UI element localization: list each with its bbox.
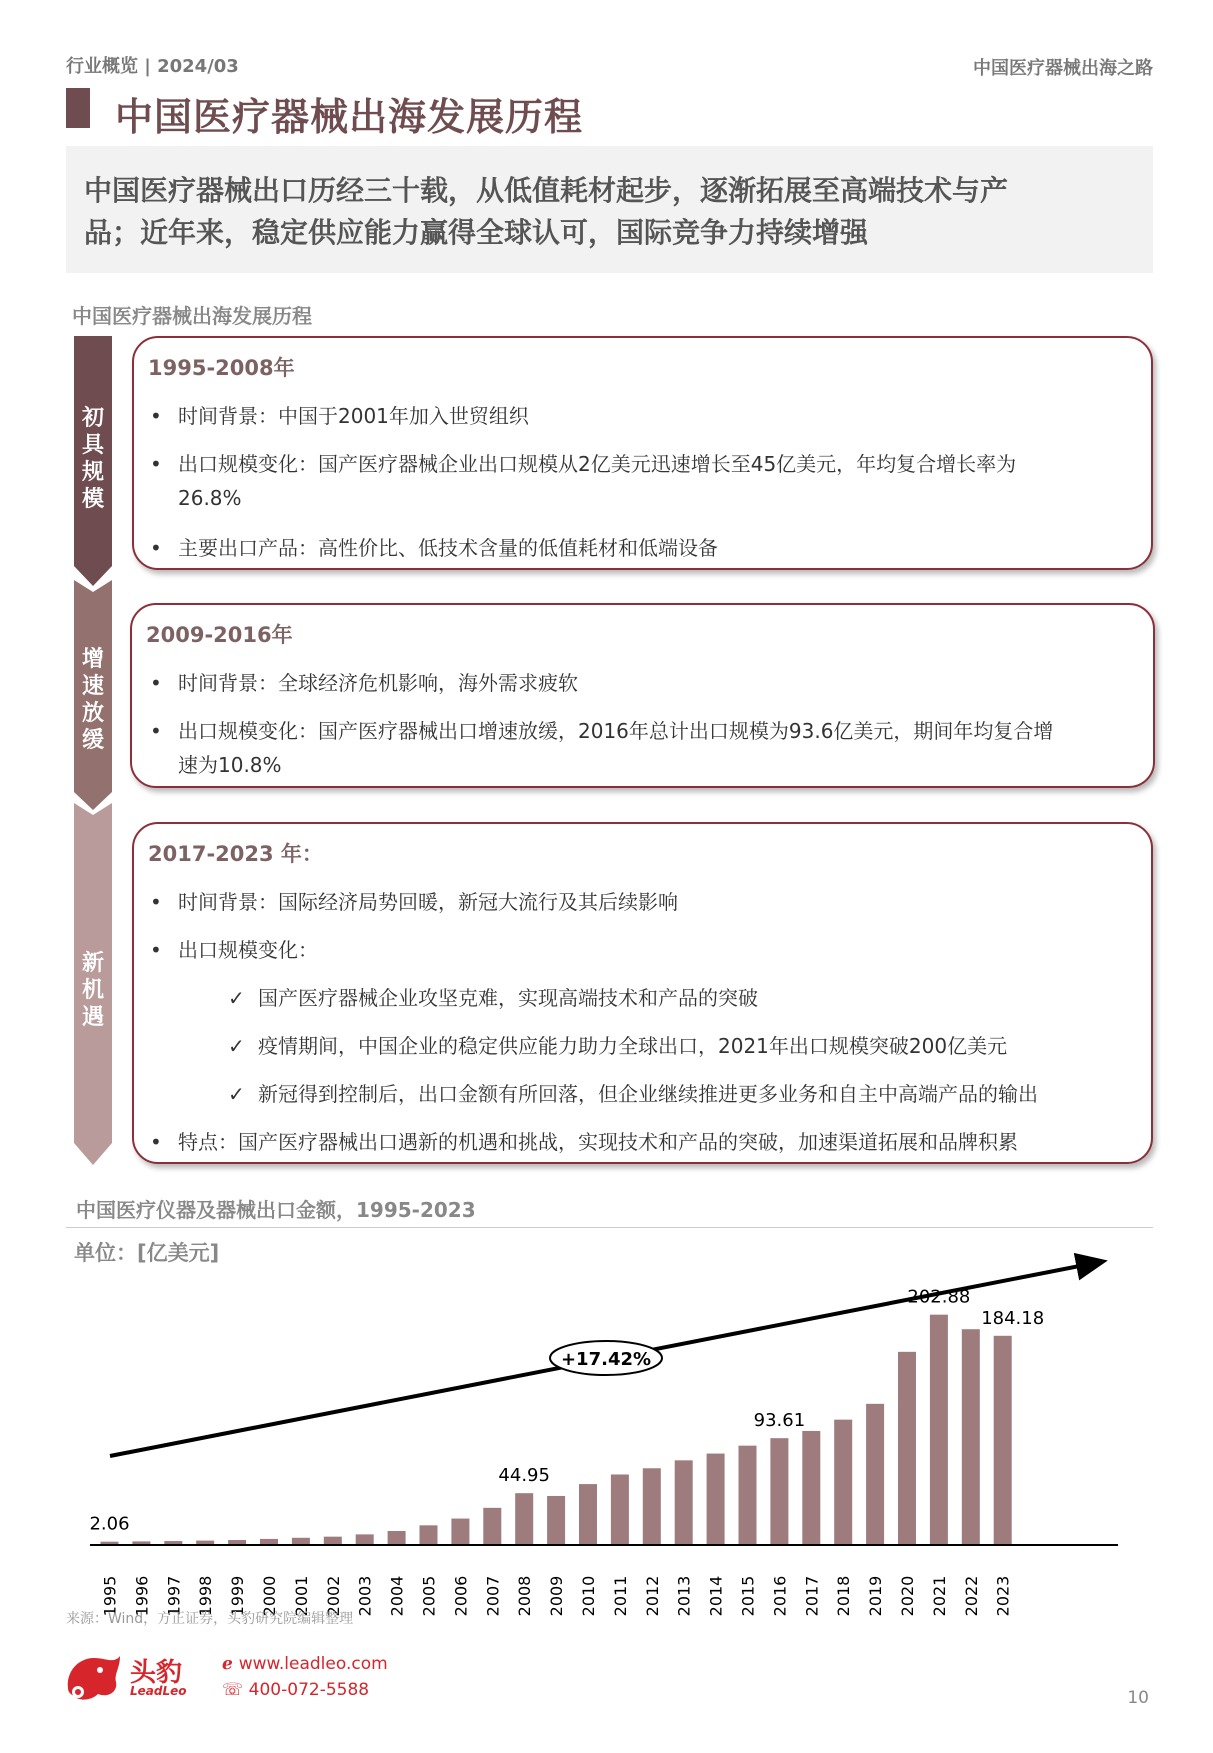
stage1-item: • 时间背景：中国于2001年加入世贸组织 <box>150 404 529 428</box>
x-tick-2014: 2014 <box>706 1575 726 1617</box>
bar-2009 <box>547 1496 565 1544</box>
chart-title: 中国医疗仪器及器械出口金额，1995-2023 <box>76 1198 476 1222</box>
x-tick-1995: 1995 <box>100 1575 120 1617</box>
bar-2008 <box>515 1493 533 1544</box>
stage3-name: 新 机 遇 <box>81 951 104 1030</box>
stage3-item: • 特点：国产医疗器械出口遇新的机遇和挑战，实现技术和产品的突破，加速渠道拓展和品牌积累 <box>150 1130 1018 1154</box>
bar-1997 <box>164 1541 182 1544</box>
stage1-item: • 出口规模变化：国产医疗器械企业出口规模从2亿美元迅速增长至45亿美元，年均复合增长率为 <box>150 452 1017 476</box>
page-number: 10 <box>1127 1688 1149 1708</box>
bar-2006 <box>451 1519 469 1544</box>
cagr-label: +17.42% <box>560 1349 652 1370</box>
bar-2014 <box>707 1454 725 1544</box>
bar-2016 <box>770 1438 788 1544</box>
phone-icon: ☏ <box>222 1680 249 1700</box>
bar-2021 <box>930 1315 948 1544</box>
x-tick-2006: 2006 <box>451 1575 471 1617</box>
bar-2000 <box>260 1539 278 1544</box>
x-tick-2021: 2021 <box>929 1575 949 1617</box>
header-right: 中国医疗器械出海之路 <box>973 58 1153 79</box>
x-tick-2009: 2009 <box>547 1575 567 1617</box>
x-tick-2016: 2016 <box>770 1575 790 1617</box>
bar-2005 <box>420 1525 438 1544</box>
bar-2010 <box>579 1484 597 1544</box>
data-label-2021: 202.88 <box>907 1286 971 1308</box>
x-tick-2013: 2013 <box>674 1575 694 1617</box>
leopard-logo-icon <box>62 1648 126 1704</box>
x-tick-2022: 2022 <box>961 1575 981 1617</box>
bar-2001 <box>292 1538 310 1544</box>
x-tick-2012: 2012 <box>642 1575 662 1617</box>
x-tick-2001: 2001 <box>291 1575 311 1617</box>
bar-2011 <box>611 1474 629 1544</box>
timeline-label: 中国医疗器械出海发展历程 <box>72 304 312 328</box>
stage1-name: 初 具 规 模 <box>81 406 104 512</box>
stage3-item: • 时间背景：国际经济局势回暖，新冠大流行及其后续影响 <box>150 890 678 914</box>
stage3-period: 2017-2023 年： <box>148 842 323 866</box>
stage1-item: • 主要出口产品：高性价比、低技术含量的低值耗材和低端设备 <box>150 536 718 560</box>
x-tick-2020: 2020 <box>898 1575 917 1617</box>
stage3-subitem: ✓ 新冠得到控制后，出口金额有所回落，但企业继续推进更多业务和自主中高端产品的输出 <box>228 1082 1038 1106</box>
x-tick-2017: 2017 <box>802 1575 822 1617</box>
bar-2012 <box>643 1468 661 1544</box>
chart-unit: 单位：[亿美元] <box>74 1241 220 1265</box>
logo-text: 头豹 <box>130 1658 183 1688</box>
stage1-period: 1995-2008年 <box>148 356 295 380</box>
bar-2004 <box>388 1531 406 1544</box>
x-tick-2007: 2007 <box>483 1575 503 1617</box>
bar-2020 <box>898 1352 916 1544</box>
bar-2022 <box>962 1329 980 1544</box>
stage3-subitem: ✓ 国产医疗器械企业攻坚克难，实现高端技术和产品的突破 <box>228 986 758 1010</box>
x-tick-1998: 1998 <box>196 1575 216 1617</box>
bar-1996 <box>132 1541 150 1544</box>
stage2-item-cont: 速为10.8% <box>178 753 282 777</box>
x-tick-2019: 2019 <box>866 1575 886 1617</box>
data-label-2008: 44.95 <box>498 1465 550 1487</box>
bar-2023 <box>994 1336 1012 1544</box>
x-tick-2002: 2002 <box>323 1575 343 1617</box>
web-icon: ℯ <box>222 1654 239 1674</box>
x-tick-2000: 2000 <box>260 1575 279 1617</box>
source-note: 来源：Wind，方正证券，头豹研究院编辑整理 <box>66 1611 354 1627</box>
stage2-period: 2009-2016年 <box>146 623 293 647</box>
x-tick-2005: 2005 <box>419 1575 439 1617</box>
summary-line-1: 中国医疗器械出口历经三十载，从低值耗材起步，逐渐拓展至高端技术与产 <box>84 174 1009 207</box>
stage3-subitem: ✓ 疫情期间，中国企业的稳定供应能力助力全球出口，2021年出口规模突破200亿美元 <box>228 1034 1008 1058</box>
stage2-item: • 出口规模变化：国产医疗器械出口增速放缓，2016年总计出口规模为93.6亿美元，期间年均复合增 <box>150 719 1054 743</box>
x-tick-1997: 1997 <box>164 1575 184 1617</box>
stage2-name: 增 速 放 缓 <box>81 647 104 753</box>
phone-number[interactable]: ☏ 400-072-5588 <box>222 1680 370 1700</box>
bar-2018 <box>834 1420 852 1544</box>
header-left: 行业概览 | 2024/03 <box>66 56 239 77</box>
x-tick-2010: 2010 <box>579 1575 598 1617</box>
bar-1995 <box>101 1542 119 1544</box>
bar-2002 <box>324 1537 342 1544</box>
x-tick-2018: 2018 <box>834 1575 854 1617</box>
bar-2003 <box>356 1534 374 1544</box>
bar-2019 <box>866 1404 884 1544</box>
x-tick-2011: 2011 <box>610 1575 630 1617</box>
bar-2007 <box>483 1508 501 1544</box>
data-label-1995: 2.06 <box>89 1513 130 1535</box>
stage1-item-cont: 26.8% <box>178 486 242 510</box>
x-tick-2004: 2004 <box>387 1575 407 1617</box>
bar-2013 <box>675 1460 693 1544</box>
x-tick-2023: 2023 <box>993 1575 1013 1617</box>
x-tick-1996: 1996 <box>132 1575 152 1617</box>
x-tick-1999: 1999 <box>228 1575 248 1617</box>
stage2-item: • 时间背景：全球经济危机影响，海外需求疲软 <box>150 671 578 695</box>
stage3-item: • 出口规模变化： <box>150 938 318 962</box>
bar-1999 <box>228 1540 246 1544</box>
x-tick-2003: 2003 <box>355 1575 375 1617</box>
bar-2015 <box>739 1446 757 1544</box>
website-link[interactable]: ℯ www.leadleo.com <box>222 1654 388 1674</box>
summary-line-2: 品；近年来，稳定供应能力赢得全球认可，国际竞争力持续增强 <box>84 216 869 249</box>
page-title: 中国医疗器械出海发展历程 <box>115 95 584 139</box>
x-tick-2015: 2015 <box>738 1575 758 1617</box>
data-label-2016: 93.61 <box>753 1410 806 1432</box>
x-tick-2008: 2008 <box>515 1575 535 1617</box>
data-label-2023: 184.18 <box>981 1307 1045 1329</box>
bar-2017 <box>802 1431 820 1544</box>
bar-1998 <box>196 1541 214 1544</box>
logo-subtext: LeadLeo <box>130 1684 187 1698</box>
